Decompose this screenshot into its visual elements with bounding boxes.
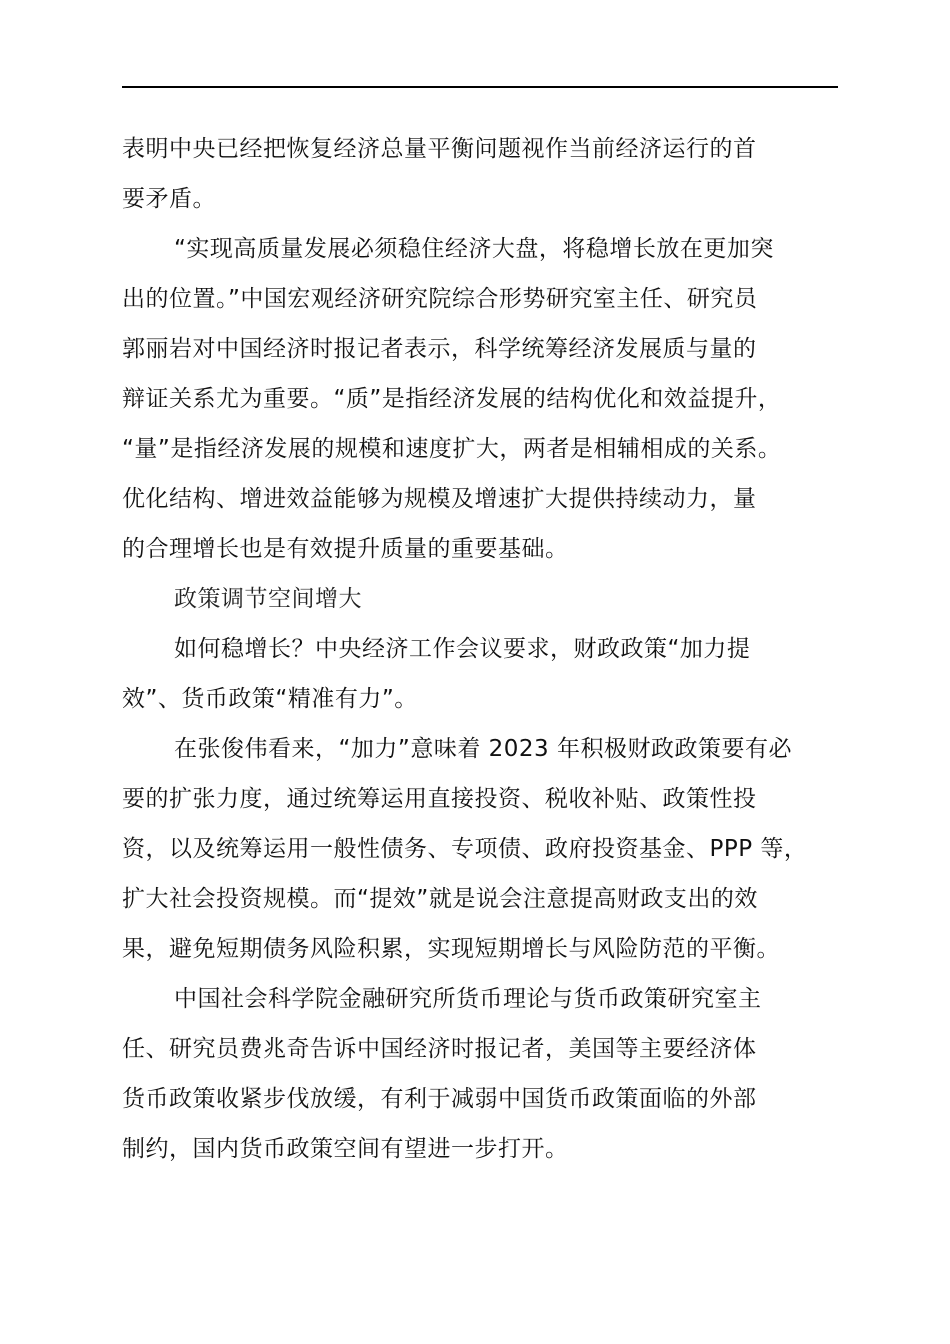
text-line: 货币政策收紧步伐放缓，有利于减弱中国货币政策面临的外部 [122,1086,757,1112]
header-rule [122,86,838,88]
text-line: 出的位置。”中国宏观经济研究院综合形势研究室主任、研究员 [122,286,758,312]
section-heading: 政策调节空间增大 [174,586,362,612]
text-line: 制约，国内货币政策空间有望进一步打开。 [122,1136,569,1162]
text-line: 任、研究员费兆奇告诉中国经济时报记者，美国等主要经济体 [122,1036,757,1062]
text-line: 在张俊伟看来，“加力”意味着 2023 年积极财政政策要有必 [174,736,792,762]
text-line: 中国社会科学院金融研究所货币理论与货币政策研究室主 [174,986,762,1012]
text-line: 如何稳增长？中央经济工作会议要求，财政政策“加力提 [174,636,751,662]
text-line: 果，避免短期债务风险积累，实现短期增长与风险防范的平衡。 [122,936,780,962]
text-line: 扩大社会投资规模。而“提效”就是说会注意提高财政支出的效 [122,886,758,912]
text-line: 辩证关系尤为重要。“质”是指经济发展的结构优化和效益提升， [122,386,782,412]
text-line: 优化结构、增进效益能够为规模及增速扩大提供持续动力，量 [122,486,757,512]
text-line: 的合理增长也是有效提升质量的重要基础。 [122,536,569,562]
document-body [122,124,842,1174]
text-line: 要的扩张力度，通过统筹运用直接投资、税收补贴、政策性投 [122,786,757,812]
text-line: 要矛盾。 [122,186,216,212]
text-line: 郭丽岩对中国经济时报记者表示，科学统筹经济发展质与量的 [122,336,757,362]
text-line: 表明中央已经把恢复经济总量平衡问题视作当前经济运行的首 [122,136,757,162]
text-line: “实现高质量发展必须稳住经济大盘，将稳增长放在更加突 [174,236,774,262]
text-line: “量”是指经济发展的规模和速度扩大，两者是相辅相成的关系。 [122,436,782,462]
text-line: 效”、货币政策“精准有力”。 [122,686,418,712]
text-line: 资，以及统筹运用一般性债务、专项债、政府投资基金、PPP 等， [122,836,808,862]
